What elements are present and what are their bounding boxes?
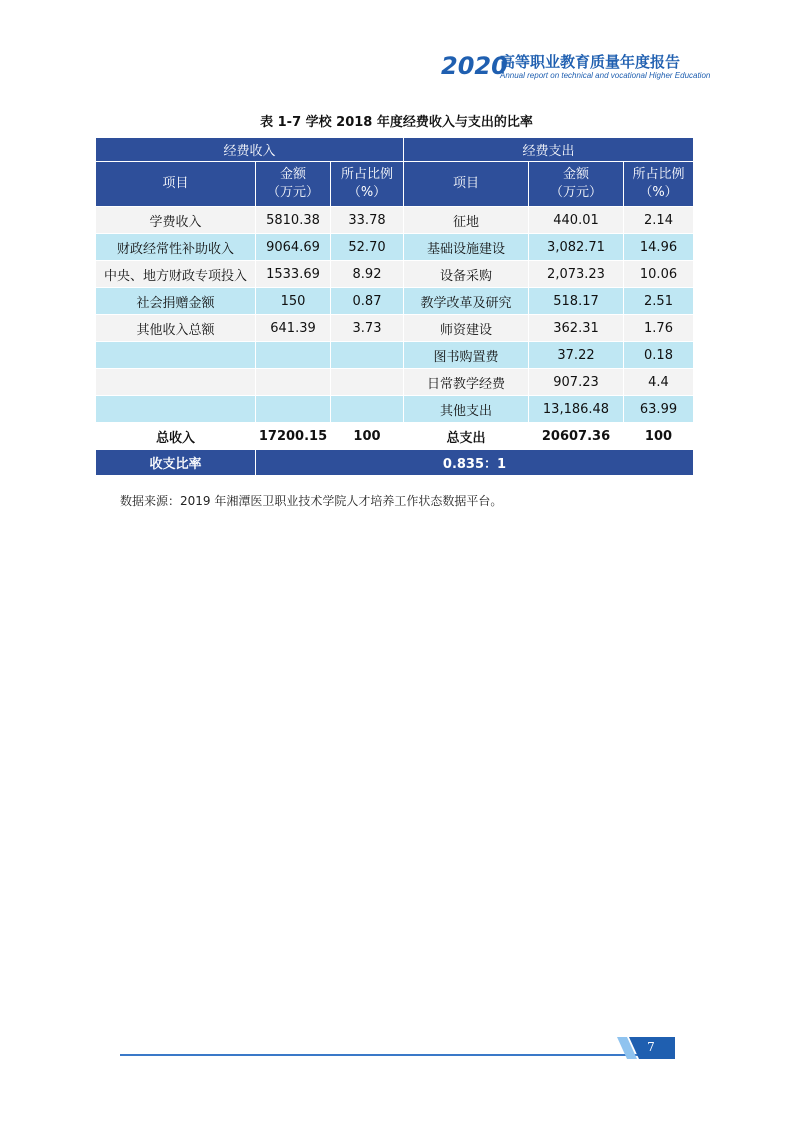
expense-item-cell: 教学改革及研究	[404, 288, 529, 315]
table-row	[96, 234, 694, 261]
income-item-cell	[96, 396, 256, 423]
income-pct-header: 所占比例 （%）	[331, 162, 404, 207]
expense-pct-cell: 10.06	[624, 261, 694, 288]
income-amount-cell: 150	[256, 288, 331, 315]
income-pct-cell: 52.70	[331, 234, 404, 261]
expense-pct-cell: 0.18	[624, 342, 694, 369]
income-item-cell: 其他收入总额	[96, 315, 256, 342]
income-pct-cell: 0.87	[331, 288, 404, 315]
expense-total-amount: 20607.36	[529, 423, 624, 450]
income-amount-cell	[256, 342, 331, 369]
income-pct-cell	[331, 342, 404, 369]
expense-total-label: 总支出	[404, 423, 529, 450]
income-total-label: 总收入	[96, 423, 256, 450]
expense-item-cell: 征地	[404, 207, 529, 234]
expense-pct-cell: 2.51	[624, 288, 694, 315]
expense-amount-cell: 518.17	[529, 288, 624, 315]
header-subtitle: Annual report on technical and vocational Higher Education	[500, 71, 711, 80]
income-amount-header: 金额 （万元）	[256, 162, 331, 207]
expense-pct-cell: 63.99	[624, 396, 694, 423]
ratio-row	[96, 450, 694, 476]
table-title: 表 1-7 学校 2018 年度经费收入与支出的比率	[260, 115, 533, 130]
section-header-row	[96, 138, 694, 162]
income-item-cell: 社会捐赠金额	[96, 288, 256, 315]
header-title: 高等职业教育质量年度报告	[500, 53, 681, 71]
table-row	[96, 342, 694, 369]
income-item-cell: 学费收入	[96, 207, 256, 234]
income-amount-cell: 5810.38	[256, 207, 331, 234]
data-source-note: 数据来源：2019 年湘潭医卫职业技术学院人才培养工作状态数据平台。	[120, 494, 503, 508]
expense-item-cell: 图书购置费	[404, 342, 529, 369]
income-pct-cell: 3.73	[331, 315, 404, 342]
income-pct-cell: 8.92	[331, 261, 404, 288]
expense-amount-cell: 907.23	[529, 369, 624, 396]
table-row	[96, 315, 694, 342]
expense-amount-header: 金额 （万元）	[529, 162, 624, 207]
expense-item-cell: 师资建设	[404, 315, 529, 342]
totals-row	[96, 423, 694, 450]
expense-item-cell: 其他支出	[404, 396, 529, 423]
income-item-cell: 中央、地方财政专项投入	[96, 261, 256, 288]
expense-item-header: 项目	[404, 162, 529, 207]
income-total-amount: 17200.15	[256, 423, 331, 450]
income-item-cell	[96, 342, 256, 369]
income-section-header: 经费收入	[96, 138, 404, 162]
expense-amount-cell: 440.01	[529, 207, 624, 234]
expense-pct-cell: 14.96	[624, 234, 694, 261]
income-amount-cell	[256, 396, 331, 423]
expense-total-pct: 100	[624, 423, 694, 450]
finance-table	[95, 137, 694, 476]
expense-pct-cell: 1.76	[624, 315, 694, 342]
income-item-cell	[96, 369, 256, 396]
income-pct-cell: 33.78	[331, 207, 404, 234]
table-row	[96, 261, 694, 288]
income-item-cell: 财政经常性补助收入	[96, 234, 256, 261]
income-pct-cell	[331, 369, 404, 396]
income-amount-cell: 9064.69	[256, 234, 331, 261]
income-amount-cell: 641.39	[256, 315, 331, 342]
ratio-value: 0.835：1	[256, 450, 694, 476]
expense-amount-cell: 37.22	[529, 342, 624, 369]
header-year: 2020	[441, 52, 508, 80]
income-amount-cell	[256, 369, 331, 396]
expense-pct-cell: 2.14	[624, 207, 694, 234]
expense-item-cell: 基础设施建设	[404, 234, 529, 261]
footer-rule	[120, 1054, 640, 1056]
expense-item-cell: 日常教学经费	[404, 369, 529, 396]
income-pct-cell	[331, 396, 404, 423]
column-header-row	[96, 162, 694, 207]
table-row	[96, 288, 694, 315]
expense-amount-cell: 3,082.71	[529, 234, 624, 261]
table-row	[96, 207, 694, 234]
expense-amount-cell: 13,186.48	[529, 396, 624, 423]
expense-amount-cell: 2,073.23	[529, 261, 624, 288]
expense-item-cell: 设备采购	[404, 261, 529, 288]
table-row	[96, 396, 694, 423]
table-row	[96, 369, 694, 396]
expense-section-header: 经费支出	[404, 138, 694, 162]
table-body	[96, 207, 694, 423]
income-total-pct: 100	[331, 423, 404, 450]
income-item-header: 项目	[96, 162, 256, 207]
income-amount-cell: 1533.69	[256, 261, 331, 288]
expense-pct-header: 所占比例 （%）	[624, 162, 694, 207]
ratio-label: 收支比率	[96, 450, 256, 476]
expense-amount-cell: 362.31	[529, 315, 624, 342]
page-number: 7	[647, 1040, 655, 1054]
expense-pct-cell: 4.4	[624, 369, 694, 396]
